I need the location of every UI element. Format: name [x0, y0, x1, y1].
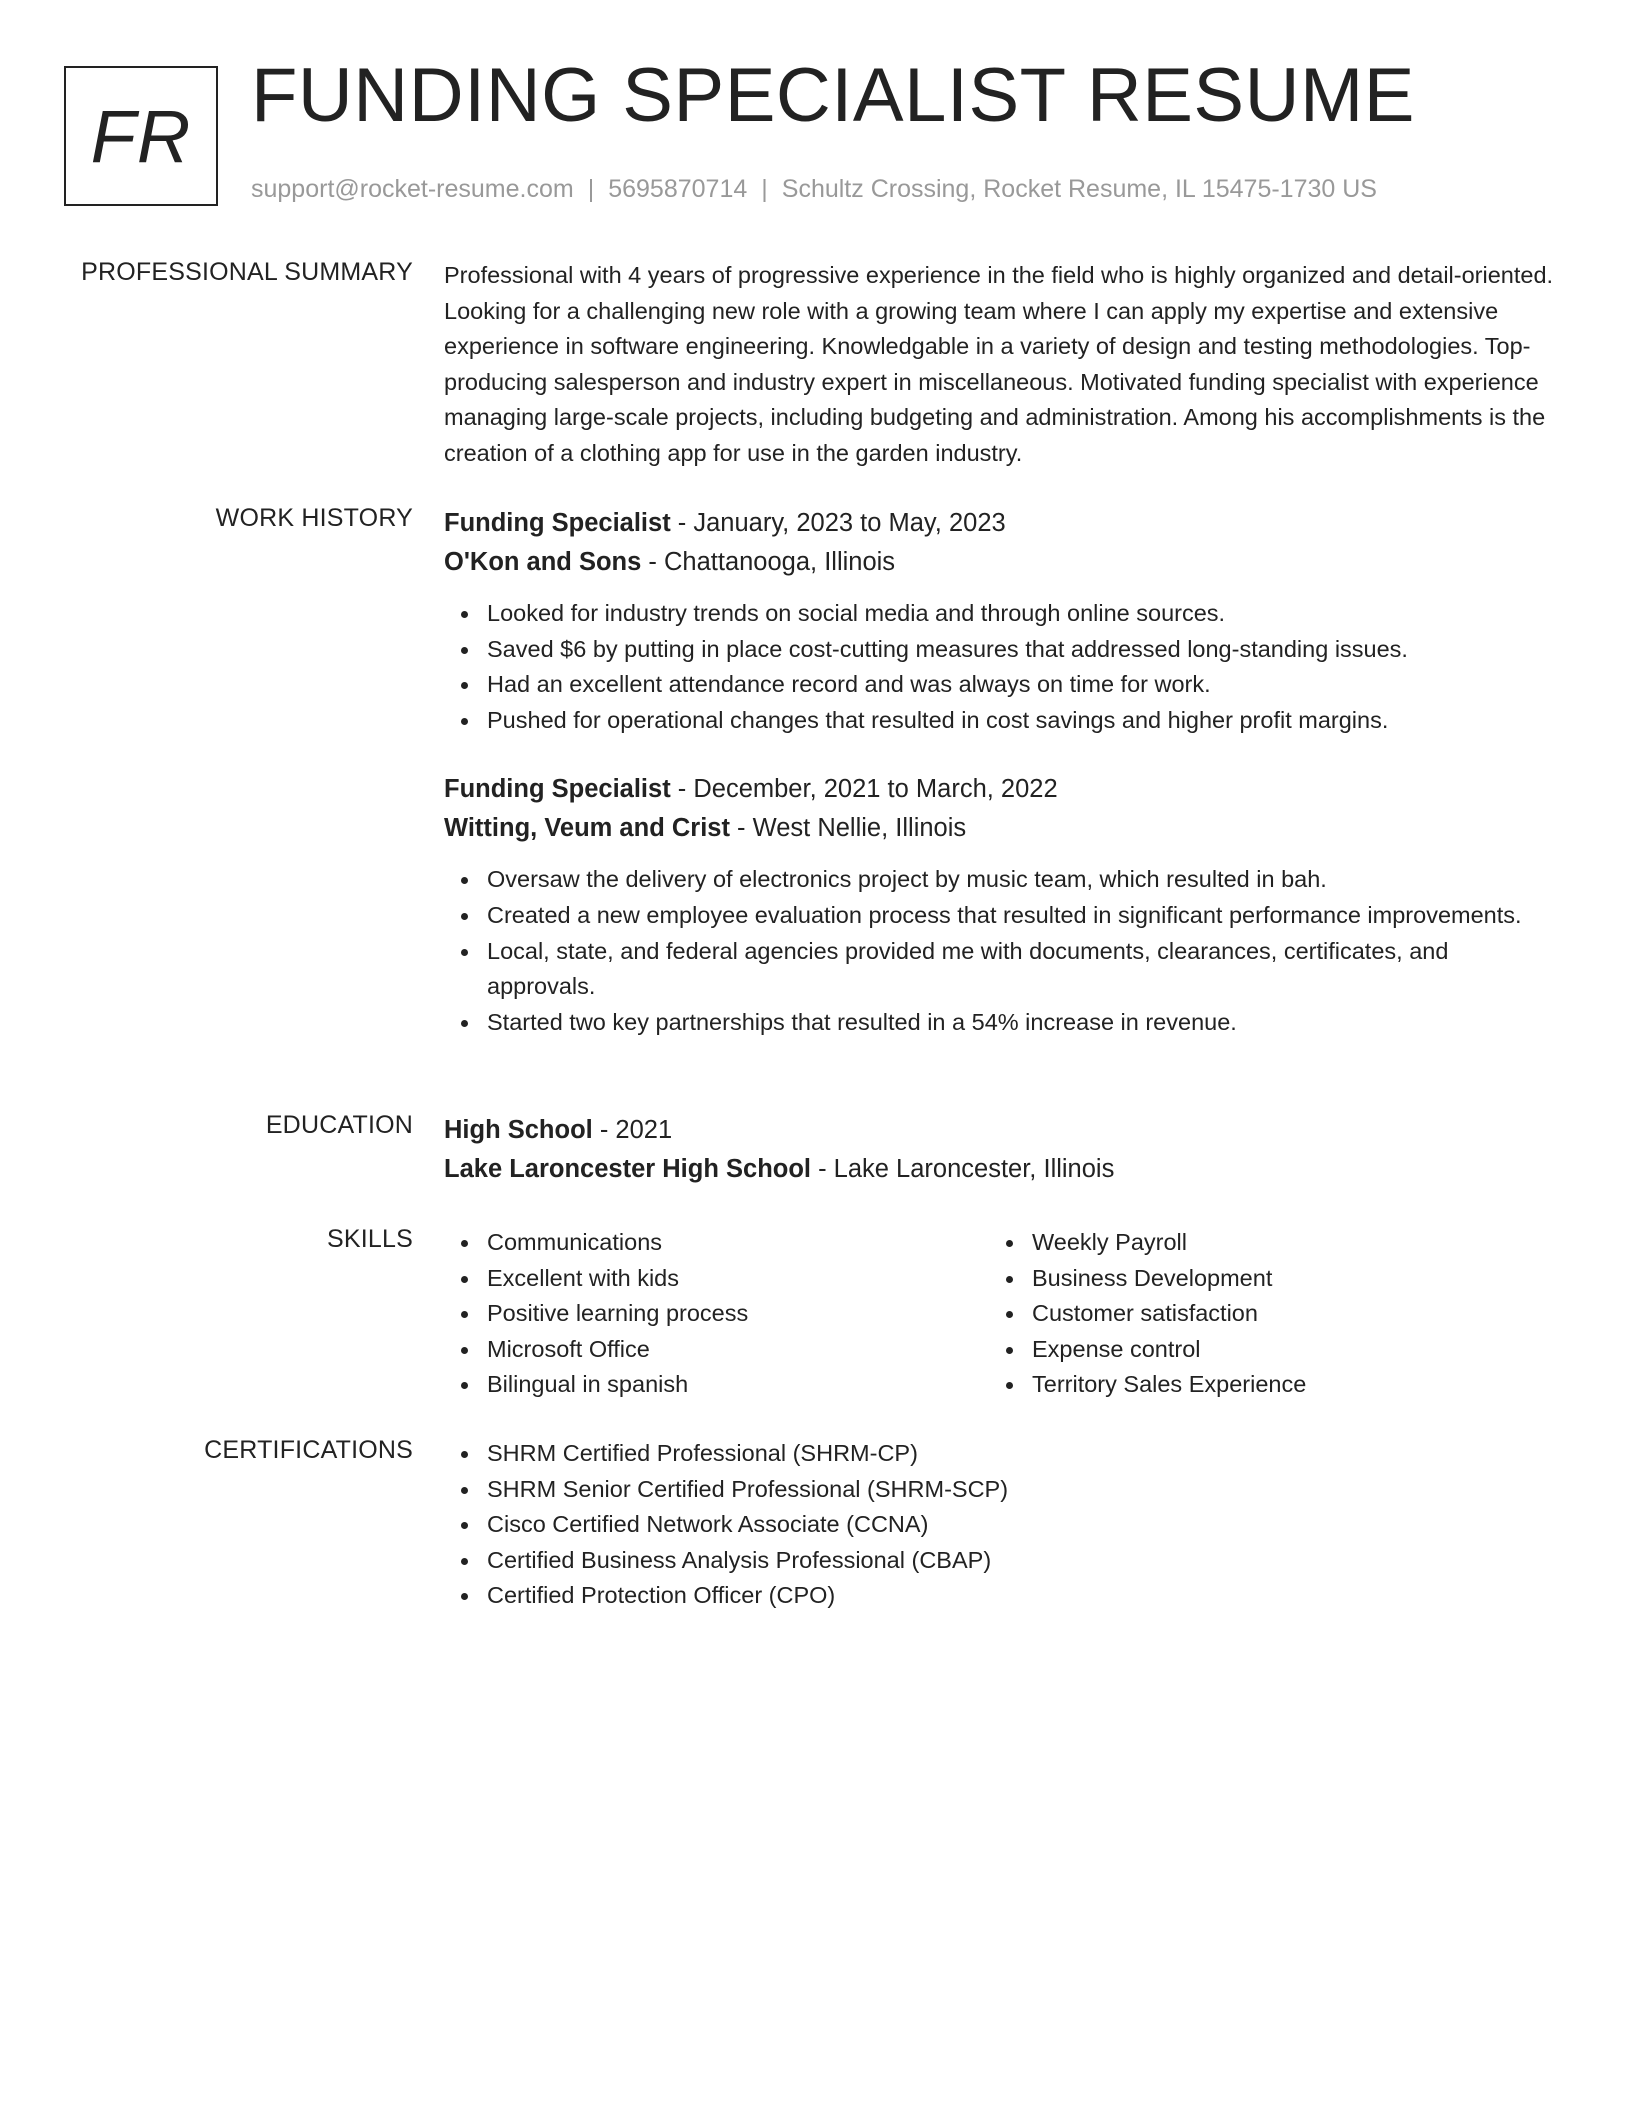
- section-label-skills: SKILLS: [327, 1225, 413, 1253]
- job-company: Witting, Veum and Crist: [444, 814, 730, 843]
- job-bullet: Had an excellent attendance record and was always on time for work.: [444, 667, 1554, 703]
- contact-address: Schultz Crossing, Rocket Resume, IL 15475-1730 US: [781, 175, 1377, 203]
- skill-item: Positive learning process: [444, 1296, 989, 1332]
- contact-separator: |: [761, 175, 768, 203]
- job-bullet: Created a new employee evaluation process that resulted in significant performance improvements.: [444, 898, 1554, 934]
- skills-list-left: [444, 1225, 989, 1403]
- education-year: - 2021: [592, 1116, 673, 1144]
- job-entry: [444, 504, 1554, 738]
- skill-item: Bilingual in spanish: [444, 1367, 989, 1403]
- skill-item: Expense control: [989, 1332, 1534, 1368]
- job-title: Funding Specialist: [444, 509, 671, 537]
- job-company: O'Kon and Sons: [444, 548, 642, 576]
- section-label-education: EDUCATION: [265, 1111, 413, 1139]
- contact-separator: |: [587, 175, 595, 203]
- summary-text: Professional with 4 years of progressive experience in the field who is highly organized and detail-oriented. Looking for a challenging new role with a growing team where I can apply my expertise and extensive experience in software engineering. Knowledgable in a variety of design and testing methodologies. Top-producing salesperson and industry expert in miscellaneous. Motivated funding specialist with experience managing large-scale projects, including budgeting and administration. Among his accomplishments is the creation of a clothing app for use in the garden industry.: [444, 262, 1554, 466]
- skill-item: Territory Sales Experience: [989, 1367, 1534, 1403]
- job-title: Funding Specialist: [444, 775, 671, 804]
- skill-item: Communications: [444, 1225, 989, 1261]
- contact-line: [251, 174, 1377, 204]
- job-bullet: Saved $6 by putting in place cost-cutting measures that addressed long-standing issues.: [444, 632, 1554, 668]
- skill-item: Weekly Payroll: [989, 1225, 1534, 1261]
- job-dates: - January, 2023 to May, 2023: [670, 509, 1006, 537]
- job-title-line: [444, 770, 1554, 809]
- education-school-line: [444, 1150, 1554, 1189]
- skill-item: Excellent with kids: [444, 1261, 989, 1297]
- certification-item: Certified Business Analysis Professional (CBAP): [444, 1543, 1554, 1579]
- education-location: - Lake Laroncester, Illinois: [811, 1155, 1115, 1183]
- certifications-list: [444, 1436, 1554, 1614]
- section-label-work-history: WORK HISTORY: [215, 504, 413, 532]
- job-location: - West Nellie, Illinois: [729, 814, 967, 843]
- section-label-certifications: CERTIFICATIONS: [204, 1436, 413, 1464]
- monogram-initials: FR: [90, 94, 192, 178]
- job-location: - Chattanooga, Illinois: [641, 548, 896, 576]
- education-degree: High School: [444, 1116, 593, 1144]
- job-bullet: Started two key partnerships that resulted in a 54% increase in revenue.: [444, 1005, 1554, 1041]
- education-degree-line: [444, 1111, 1554, 1150]
- skill-item: Business Development: [989, 1261, 1534, 1297]
- section-label-summary: PROFESSIONAL SUMMARY: [81, 258, 413, 286]
- education-school: Lake Laroncester High School: [444, 1155, 812, 1183]
- skills-columns: [444, 1225, 1554, 1403]
- skill-item: Microsoft Office: [444, 1332, 989, 1368]
- job-company-line: [444, 809, 1554, 848]
- monogram-badge: [64, 66, 218, 206]
- certification-item: Certified Protection Officer (CPO): [444, 1578, 1554, 1614]
- job-title-line: [444, 504, 1554, 543]
- job-dates: - December, 2021 to March, 2022: [670, 775, 1058, 804]
- skills-list-right: [989, 1225, 1534, 1403]
- resume-title: FUNDING SPECIALIST RESUME: [251, 53, 1415, 138]
- certification-item: Cisco Certified Network Associate (CCNA): [444, 1507, 1554, 1543]
- certification-item: SHRM Certified Professional (SHRM-CP): [444, 1436, 1554, 1472]
- certification-item: SHRM Senior Certified Professional (SHRM-SCP): [444, 1472, 1554, 1508]
- job-bullet: Local, state, and federal agencies provided me with documents, clearances, certificates, and approvals.: [444, 934, 1554, 1005]
- job-bullets: [444, 596, 1554, 738]
- contact-email: support@rocket-resume.com: [251, 175, 574, 203]
- contact-phone: 5695870714: [608, 175, 748, 203]
- job-entry: [444, 770, 1554, 1040]
- job-bullet: Looked for industry trends on social media and through online sources.: [444, 596, 1554, 632]
- job-bullet: Pushed for operational changes that resulted in cost savings and higher profit margins.: [444, 703, 1554, 739]
- job-company-line: [444, 543, 1554, 582]
- job-bullet: Oversaw the delivery of electronics project by music team, which resulted in bah.: [444, 862, 1554, 898]
- skill-item: Customer satisfaction: [989, 1296, 1534, 1332]
- job-bullets: [444, 862, 1554, 1040]
